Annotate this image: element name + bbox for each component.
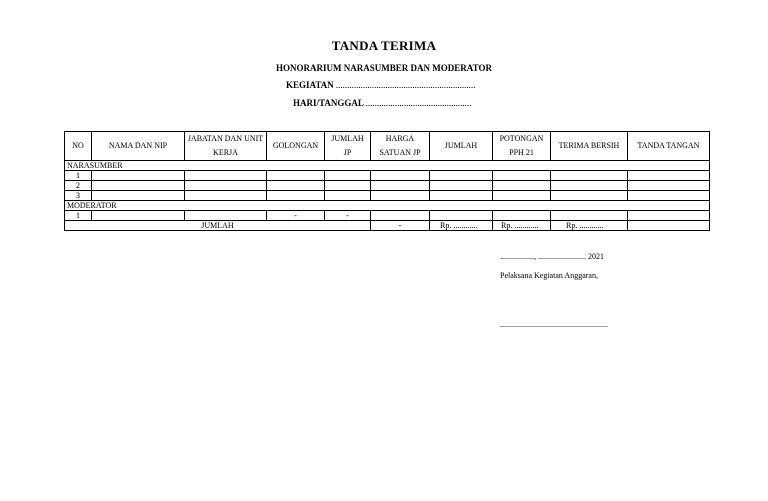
row-number: 2	[65, 181, 92, 191]
column-header: TERIMA BERSIH	[551, 132, 628, 161]
total-terima: Rp. ............	[551, 221, 628, 231]
hari-tanggal-value: ...............................................	[365, 98, 472, 108]
column-header: JUMLAH	[430, 132, 493, 161]
table-row	[65, 191, 710, 201]
kegiatan-label: KEGIATAN	[286, 80, 334, 90]
section-label-moderator: MODERATOR	[65, 201, 710, 211]
total-row	[65, 221, 710, 231]
row-number: 1	[65, 211, 92, 221]
column-header: NAMA DAN NIP	[92, 132, 185, 161]
column-header: POTONGAN PPH 21	[493, 132, 551, 161]
total-jumlah: Rp. ............	[430, 221, 493, 231]
total-label: JUMLAH	[65, 221, 371, 231]
signature-role: Pelaksana Kegiatan Anggaran,	[500, 271, 598, 280]
honorarium-table	[64, 131, 710, 231]
table-header-row	[65, 132, 710, 161]
column-header: JUMLAH JP	[325, 132, 371, 161]
table-row	[65, 171, 710, 181]
total-harga: -	[371, 221, 430, 231]
row-number: 3	[65, 191, 92, 201]
column-header: JABATAN DAN UNIT KERJA	[185, 132, 267, 161]
table-row	[65, 211, 710, 221]
row-number: 1	[65, 171, 92, 181]
signature-date-line: ................., ........................ 2021	[500, 252, 604, 261]
column-header: HARGA SATUAN JP	[371, 132, 430, 161]
document-subtitle: HONORARIUM NARASUMBER DAN MODERATOR	[276, 63, 492, 73]
kegiatan-field	[286, 80, 475, 90]
column-header: GOLONGAN	[267, 132, 325, 161]
golongan-cell: -	[267, 211, 325, 221]
section-label-narasumber: NARASUMBER	[65, 161, 710, 171]
signature-name-line: ......................................................	[500, 320, 608, 329]
hari-tanggal-label: HARI/TANGGAL	[293, 98, 364, 108]
table-row	[65, 181, 710, 191]
hari-tanggal-field	[293, 98, 471, 108]
section-row-narasumber	[65, 161, 710, 171]
total-potongan: Rp. ............	[493, 221, 551, 231]
section-row-moderator	[65, 201, 710, 211]
column-header: TANDA TANGAN	[628, 132, 710, 161]
kegiatan-value: ..............................................................	[335, 80, 476, 90]
document-title: TANDA TERIMA	[331, 38, 437, 53]
jumlah-jp-cell: -	[325, 211, 371, 221]
column-header: NO	[65, 132, 92, 161]
